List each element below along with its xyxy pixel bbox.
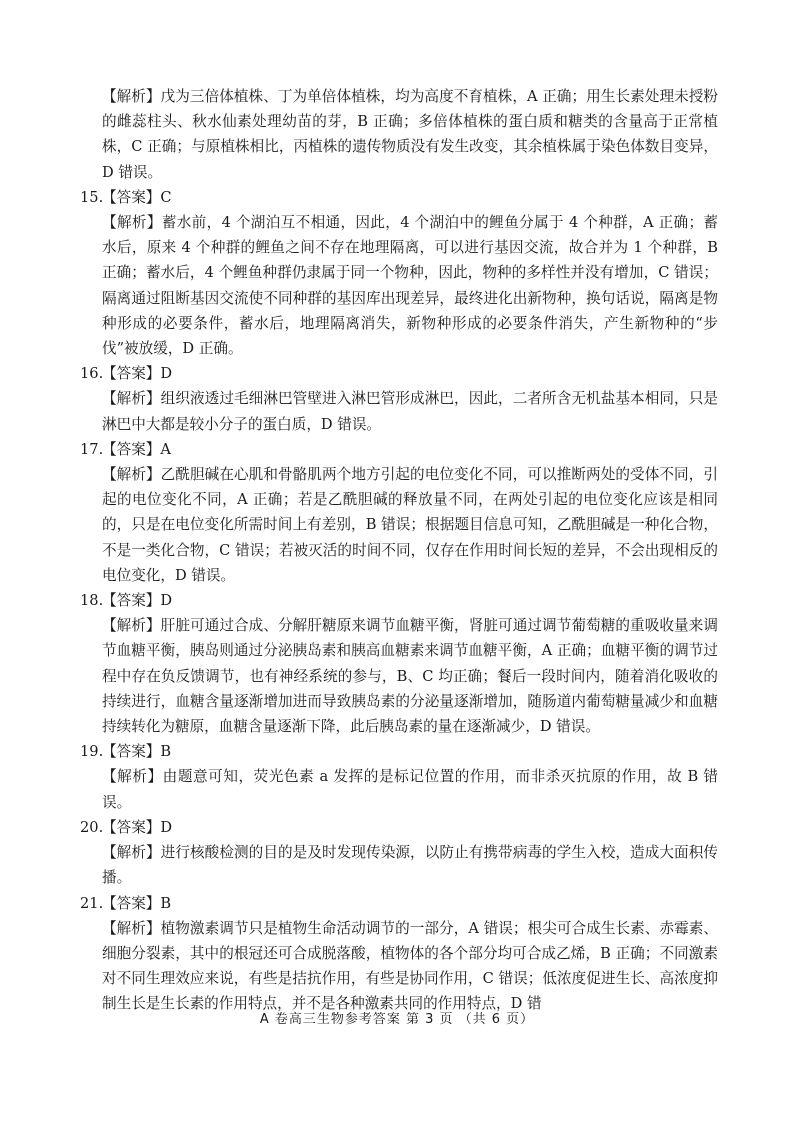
answer-key-content bbox=[80, 84, 718, 1017]
answer-line bbox=[80, 739, 718, 764]
answer-line bbox=[80, 815, 718, 840]
answer-line bbox=[80, 185, 718, 210]
analysis-paragraph: 【解析】组织液透过毛细淋巴管壁进入淋巴管形成淋巴，因此，二者所含无机盐基本相同，只是淋巴中大都是较小分子的蛋白质，D 错误。 bbox=[102, 390, 718, 433]
answer-text: 【答案】D bbox=[102, 365, 173, 383]
answer-line bbox=[80, 891, 718, 916]
answer-text: 【答案】D bbox=[102, 592, 173, 610]
question-number: 20. bbox=[80, 818, 104, 836]
answer-text: 【答案】B bbox=[102, 894, 172, 912]
question-number: 17. bbox=[80, 440, 104, 458]
question-number: 16. bbox=[80, 365, 104, 383]
answer-text: 【答案】B bbox=[102, 743, 172, 761]
analysis-paragraph: 【解析】由题意可知，荧光色素 a 发挥的是标记位置的作用，而非杀灭抗原的作用，故 B 错误。 bbox=[102, 768, 718, 811]
answer-text: 【答案】C bbox=[102, 188, 172, 206]
answer-line bbox=[80, 588, 718, 613]
question-number: 19. bbox=[80, 743, 104, 761]
analysis-paragraph: 【解析】乙酰胆碱在心肌和骨骼肌两个地方引起的电位变化不同，可以推断两处的受体不同，引起的电位变化不同，A 正确；若是乙酰胆碱的释放量不同，在两处引起的电位变化应该是相同的，只是在电位变化所需时间上有差别，B 错误；根据题目信息可知，乙酰胆碱是一种化合物，不是一类化合物，C 错误；若被灭活的时间不同，仅存在作用时间长短的差异，不会出现相反的电位变化，D 错误。 bbox=[102, 466, 718, 584]
analysis-paragraph: 【解析】进行核酸检测的目的是及时发现传染源，以防止有携带病毒的学生入校，造成大面积传播。 bbox=[102, 844, 718, 887]
question-number: 15. bbox=[80, 188, 104, 206]
answer-text: 【答案】A bbox=[102, 440, 171, 458]
answer-line bbox=[80, 361, 718, 386]
analysis-paragraph: 【解析】植物激素调节只是植物生命活动调节的一部分，A 错误；根尖可合成生长素、赤霉素、细胞分裂素，其中的根冠还可合成脱落酸，植物体的各个部分均可合成乙烯，B 正确；不同激素对不同生理效应来说，有些是拮抗作用，有些是协同作用，C 错误；低浓度促进生长、高浓度抑制生长是生长素的作用特点，并不是各种激素共同的作用特点，D 错 bbox=[102, 919, 718, 1013]
analysis-paragraph: 【解析】蓄水前，4 个湖泊互不相通，因此，4 个湖泊中的鲤鱼分属于 4 个种群，A 正确；蓄水后，原来 4 个种群的鲤鱼之间不存在地理隔离，可以进行基因交流，故合并为 1 个种群，B 正确；蓄水后，4 个鲤鱼种群仍隶属于同一个物种，因此，物种的多样性并没有增加，C 错误；隔离通过阻断基因交流使不同种群的基因库出现差异，最终进化出新物种，换句话说，隔离是物种形成的必要条件，蓄水后，地理隔离消失，新物种形成的必要条件消失，产生新物种的“步伐”被放缓，D 正确。 bbox=[102, 214, 718, 358]
answer-line bbox=[80, 437, 718, 462]
analysis-paragraph: 【解析】肝脏可通过合成、分解肝糖原来调节血糖平衡，肾脏可通过调节葡萄糖的重吸收量来调节血糖平衡，胰岛则通过分泌胰岛素和胰高血糖素来调节血糖平衡，A 正确；血糖平衡的调节过程中存在负反馈调节，也有神经系统的参与，B、C 均正确；餐后一段时间内，随着消化吸收的持续进行，血糖含量逐渐增加进而导致胰岛素的分泌量逐渐增加，随肠道内葡萄糖量减少和血糖持续转化为糖原，血糖含量逐渐下降，此后胰岛素的量在逐渐减少，D 错误。 bbox=[102, 617, 718, 736]
question-number: 21. bbox=[80, 894, 104, 912]
page-footer: A 卷高三生物参考答案 第 3 页 （共 6 页） bbox=[259, 1012, 535, 1027]
question-number: 18. bbox=[80, 592, 104, 610]
answer-text: 【答案】D bbox=[102, 818, 173, 836]
analysis-paragraph: 【解析】戊为三倍体植株、丁为单倍体植株，均为高度不育植株，A 正确；用生长素处理未授粉的雌蕊柱头、秋水仙素处理幼苗的芽，B 正确；多倍体植株的蛋白质和糖类的含量高于正常植株，C 正确；与原植株相比，丙植株的遗传物质没有发生改变，其余植株属于染色体数目变异，D 错误。 bbox=[102, 88, 718, 181]
